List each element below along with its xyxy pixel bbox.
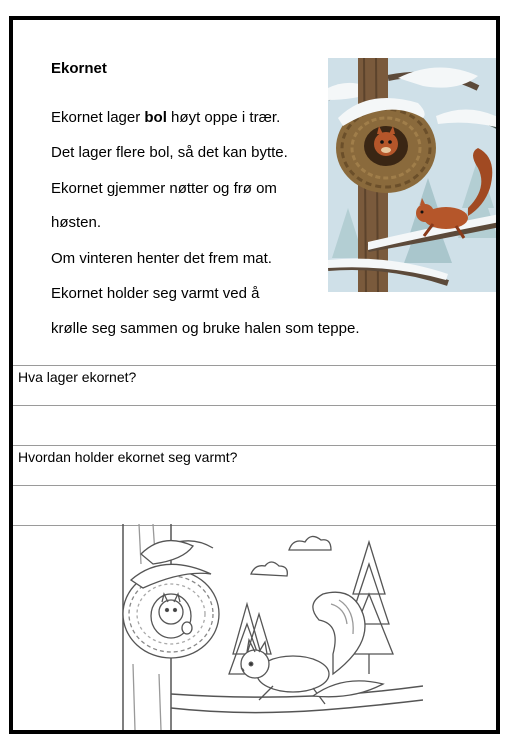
question-1: Hva lager ekornet? [18,369,137,385]
text-line-2: Det lager flere bol, så det kan bytte. [51,144,288,161]
text-line-3: Ekornet gjemmer nøtter og frø om [51,180,277,197]
text-line-5: Om vinteren henter det frem mat. [51,250,272,267]
answer-row-1[interactable] [13,405,496,445]
text-line-1 [51,109,280,126]
bold-word: bol [144,109,167,126]
squirrel-nest-illustration [328,58,500,292]
text-line-7: krølle seg sammen og bruke halen som teppe. [51,320,360,337]
text-line-1-start: Ekornet lager [51,109,145,126]
question-2: Hvordan holder ekornet seg varmt? [18,449,238,465]
question-row-2 [13,445,496,485]
text-line-6: Ekornet holder seg varmt ved å [51,285,260,302]
worksheet-frame [9,16,500,734]
question-row-1 [13,365,496,405]
worksheet-title: Ekornet [51,60,107,77]
text-line-1-end: høyt oppe i trær. [166,109,281,126]
answer-row-2[interactable] [13,485,496,525]
squirrel-coloring-illustration [83,524,423,730]
text-line-4: høsten. [51,214,102,231]
